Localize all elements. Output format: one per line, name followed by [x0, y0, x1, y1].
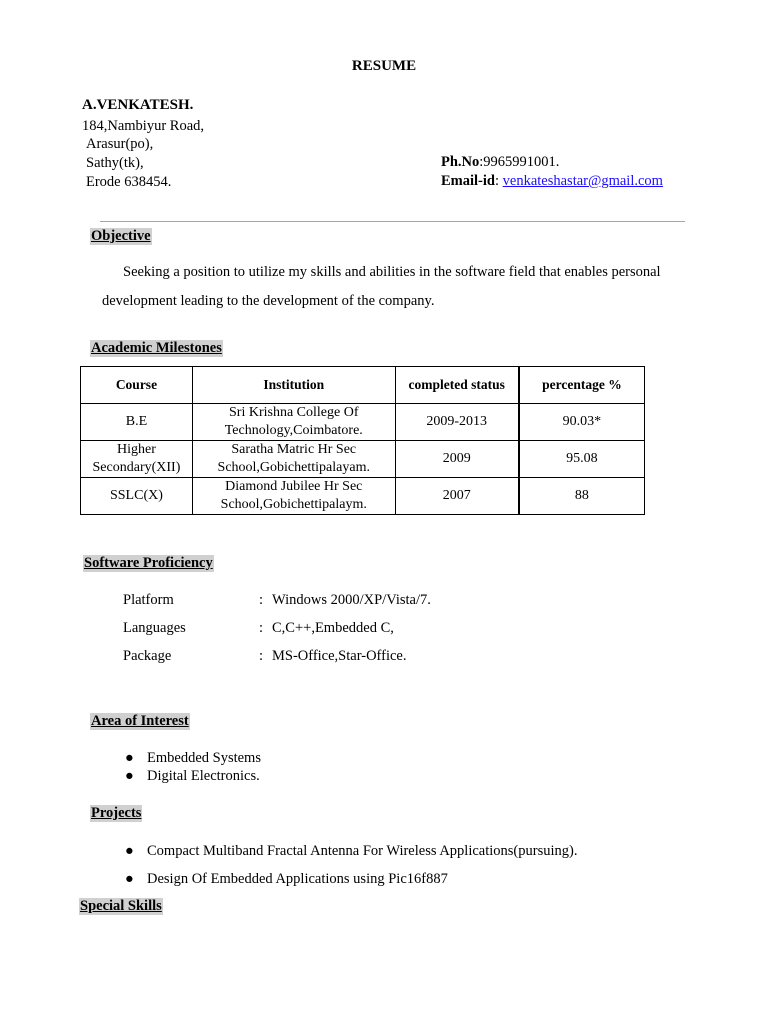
bullet-icon: ●: [125, 750, 134, 766]
objective-text: Seeking a position to utilize my skills and abilities in the software field that enables personal development leading to the development of the company.: [102, 264, 661, 309]
table-header-row: [81, 367, 645, 404]
column-header: Institution: [192, 367, 395, 404]
software-heading: Software Proficiency: [84, 555, 213, 571]
address-line: Arasur(po),: [86, 136, 154, 152]
bullet-icon: ●: [125, 871, 134, 887]
resume-title: RESUME: [351, 58, 417, 74]
software-value: C,C++,Embedded C,: [272, 620, 394, 636]
phone-label: Ph.No: [441, 154, 480, 170]
software-value: MS-Office,Star-Office.: [272, 648, 407, 664]
projects-heading: Projects: [91, 805, 142, 821]
software-label: Platform: [123, 592, 174, 608]
software-colon: :: [259, 592, 264, 608]
phone-line: [441, 154, 559, 171]
table-cell: 90.03*: [519, 404, 645, 441]
divider: [100, 221, 685, 222]
table-cell: Sri Krishna College Of Technology,Coimbatore.: [192, 404, 395, 441]
email-line: [441, 173, 663, 190]
list-item: ● Embedded Systems: [125, 750, 261, 766]
table-cell: 88: [519, 478, 645, 515]
column-header: completed status: [395, 367, 519, 404]
applicant-name: A.VENKATESH.: [82, 97, 194, 113]
software-colon: :: [259, 648, 264, 664]
email-label: Email-id: [441, 173, 495, 189]
address-line: 184,Nambiyur Road,: [82, 118, 205, 134]
software-label: Package: [123, 648, 172, 664]
software-value: Windows 2000/XP/Vista/7.: [272, 592, 431, 608]
bullet-icon: ●: [125, 768, 134, 784]
table-cell: Diamond Jubilee Hr Sec School,Gobichettipalaym.: [192, 478, 395, 515]
email-link[interactable]: venkateshastar@gmail.com: [502, 173, 663, 189]
special-skills-heading: Special Skills: [80, 898, 162, 914]
table-cell: 2009-2013: [395, 404, 519, 441]
table-cell: B.E: [81, 404, 193, 441]
column-header: percentage %: [519, 367, 645, 404]
interest-heading: Area of Interest: [91, 713, 189, 729]
table-row: [81, 441, 645, 478]
software-label: Languages: [123, 620, 186, 636]
address-line: Sathy(tk),: [86, 155, 144, 171]
table-cell: Saratha Matric Hr Sec School,Gobichettipalayam.: [192, 441, 395, 478]
table-cell: SSLC(X): [81, 478, 193, 515]
address-line: Erode 638454.: [86, 174, 172, 190]
academic-table: [80, 366, 645, 515]
list-item: ● Digital Electronics.: [125, 768, 260, 784]
academic-heading: Academic Milestones: [91, 340, 222, 356]
software-colon: :: [259, 620, 264, 636]
objective-heading: Objective: [91, 228, 151, 244]
phone-number: :9965991001.: [479, 154, 560, 170]
table-row: [81, 404, 645, 441]
email-separator: :: [494, 173, 503, 189]
bullet-icon: ●: [125, 843, 134, 859]
table-row: [81, 478, 645, 515]
table-cell: Higher Secondary(XII): [81, 441, 193, 478]
list-item: ● Compact Multiband Fractal Antenna For Wireless Applications(pursuing).: [125, 843, 578, 859]
column-header: Course: [81, 367, 193, 404]
table-cell: 95.08: [519, 441, 645, 478]
table-cell: 2007: [395, 478, 519, 515]
table-cell: 2009: [395, 441, 519, 478]
list-item: ● Design Of Embedded Applications using Pic16f887: [125, 871, 448, 887]
